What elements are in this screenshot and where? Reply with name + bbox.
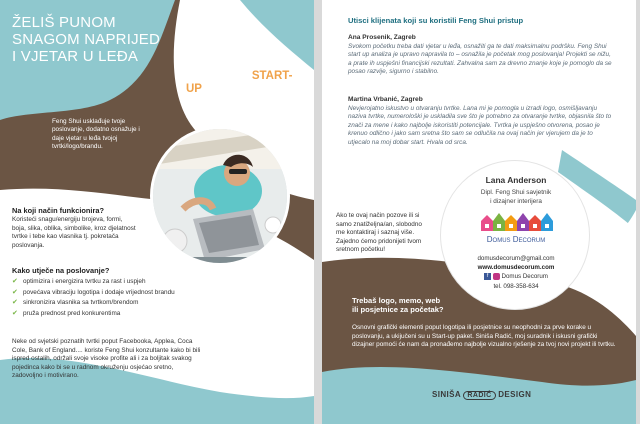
contact-social[interactable] [441,273,591,280]
benefit-item: ✔ povećava vibraciju logotipa i dodaje vrijednost brandu [12,289,232,298]
testimonials-title: Utisci klijenata koji su koristili Feng Shui pristup [348,16,524,25]
headline [12,14,182,65]
testimonial-text: Nevjerojatno iskustvo u otvaranju tvrtke. Lana mi je pomogla u izradi logo, osmišljavanju naziva tvrtke, numerološki je uskladila sve što je potrebno za otvaranje tvrtke, objasnila što to znači za mene i kako najbolje iskoristiti potencijale. Tvrtka je uspješno otvorena, posao je krenuo odlično i jako sam sretna što sam se odlučila na ovaj način jer vjerujem da je to utjecalo na moj dobar start. Hvala od srca. [348,105,612,146]
bottom-title-line-2: ili posjetnice za početak? [352,305,444,315]
instagram-icon [493,273,500,280]
teal-corner-shape [240,0,314,70]
benefits-list [12,278,232,320]
headline-line-2: SNAGOM NAPRIJED [12,31,161,48]
domus-decorum-logo [479,209,553,233]
bottom-title [352,296,444,315]
signature-last: DESIGN [498,390,532,399]
badge-line-3: PODUZETNIKE [186,109,269,121]
badge-line-2: PAKET ZA MALE [186,96,278,108]
badge-feng-shui: FENG SHUI [186,70,249,82]
contact-email[interactable]: domusdecorum@gmail.com [477,255,555,262]
contact-website[interactable]: www.domusdecorum.com [477,264,555,271]
badge-start-up: START-UP [186,70,293,95]
testimonial-name: Martina Vrbanić, Zagreb [348,96,423,103]
right-page [322,0,636,424]
social-handle: Domus Decorum [501,273,548,281]
contact-name: Lana Anderson [485,175,547,185]
sinisa-radic-signature [432,390,531,400]
q1-text: Koristeći snagu/energiju brojeva, formi, boja, slika, oblika, simbolike, kroz djelatnost tvrtke i tebe kao vlasnika tj. pokretača poslovanja. [12,216,136,249]
q2-title: Kako utječe na poslovanje? [12,266,110,275]
intro-text: Feng Shui usklađuje tvoje poslovanje, dodatno osnažuje i daje vjetar u leđa tvojoj tvrtki/logo/brandu. [52,118,140,151]
contact-card [440,160,590,310]
testimonial-1 [348,34,616,77]
contact-title-1: Dipl. Feng Shui savjetnik [480,189,552,196]
signature-first: SINIŠA [432,390,461,399]
signature-mid: RADIĆ [463,391,495,400]
contact-phone[interactable]: tel. 098-358-634 [493,283,539,290]
benefit-item: ✔ optimizira i energizira tvrtku za rast i uspjeh [12,278,232,287]
testimonial-name: Ana Prosenik, Zagreb [348,34,416,41]
headline-line-3: I VJETAR U LEĐA [12,48,139,65]
bottom-title-line-1: Trebaš logo, memo, web [352,296,441,305]
badge-title [186,70,306,122]
left-page [0,0,314,424]
benefit-item: ✔ pruža prednost pred konkurentima [12,310,232,319]
cta-text: Ako te ovaj način pozove ili si samo znatiželjna/an, slobodno me kontaktiraj i saznaj više. Zajedno ćemo pridonijeti tvom sretnom početku! [336,212,422,254]
facebook-icon: f [484,273,491,280]
footer-text: Neke od svjetski poznatih tvrtki poput Facebooka, Applea, Coca Cole, Bank of England.... koriste Feng Shui konzultante kako bi bili ispred ostalih, održali svoje visoke profite ali i za boljitak svakog pojedinca kako bi se u radnom okruženju osjećao sretno, zadovoljno i motivirano. [12,338,201,380]
woman-laptop-photo [153,129,290,266]
q1-title: Na koji način funkcionira? [12,206,104,215]
houses-icon [481,213,553,231]
benefit-item: ✔ sinkronizira vlasnika sa tvrtkom/brendom [12,299,232,308]
testimonial-2 [348,96,616,147]
contact-title-2: i dizajner interijera [490,198,542,205]
testimonial-text: Svokom početku treba dati vjetar u leđa, osnažiti ga te dati maksimalnu podršku. Feng Shui start up analiza je upravo napravila to – osnažila je početak mog poslovanja! Projekti se nižu, a prate ih uspješni financijski rezultati. Zahvalna sam za drevno znanje koje je pomoglo da se posao razvije, sigurno i stabilno. [348,43,612,76]
bottom-text: Osnovni grafički elementi poput logotipa ili posjetnice su neophodni za prve korake u poslovanju, a ukijučeni su u Start-up paket. Siniša Radić, moj suradnik i iskusni grafički dizajner pomoći će nam da pronađemo najbolje vizualno rješenje za tvoj novi projekt ili tvrtku. [352,324,616,349]
logo-text: Domus Decorum [486,235,546,244]
headline-line-1: ŽELIŠ PUNOM [12,14,116,31]
photo-circle [150,126,290,266]
